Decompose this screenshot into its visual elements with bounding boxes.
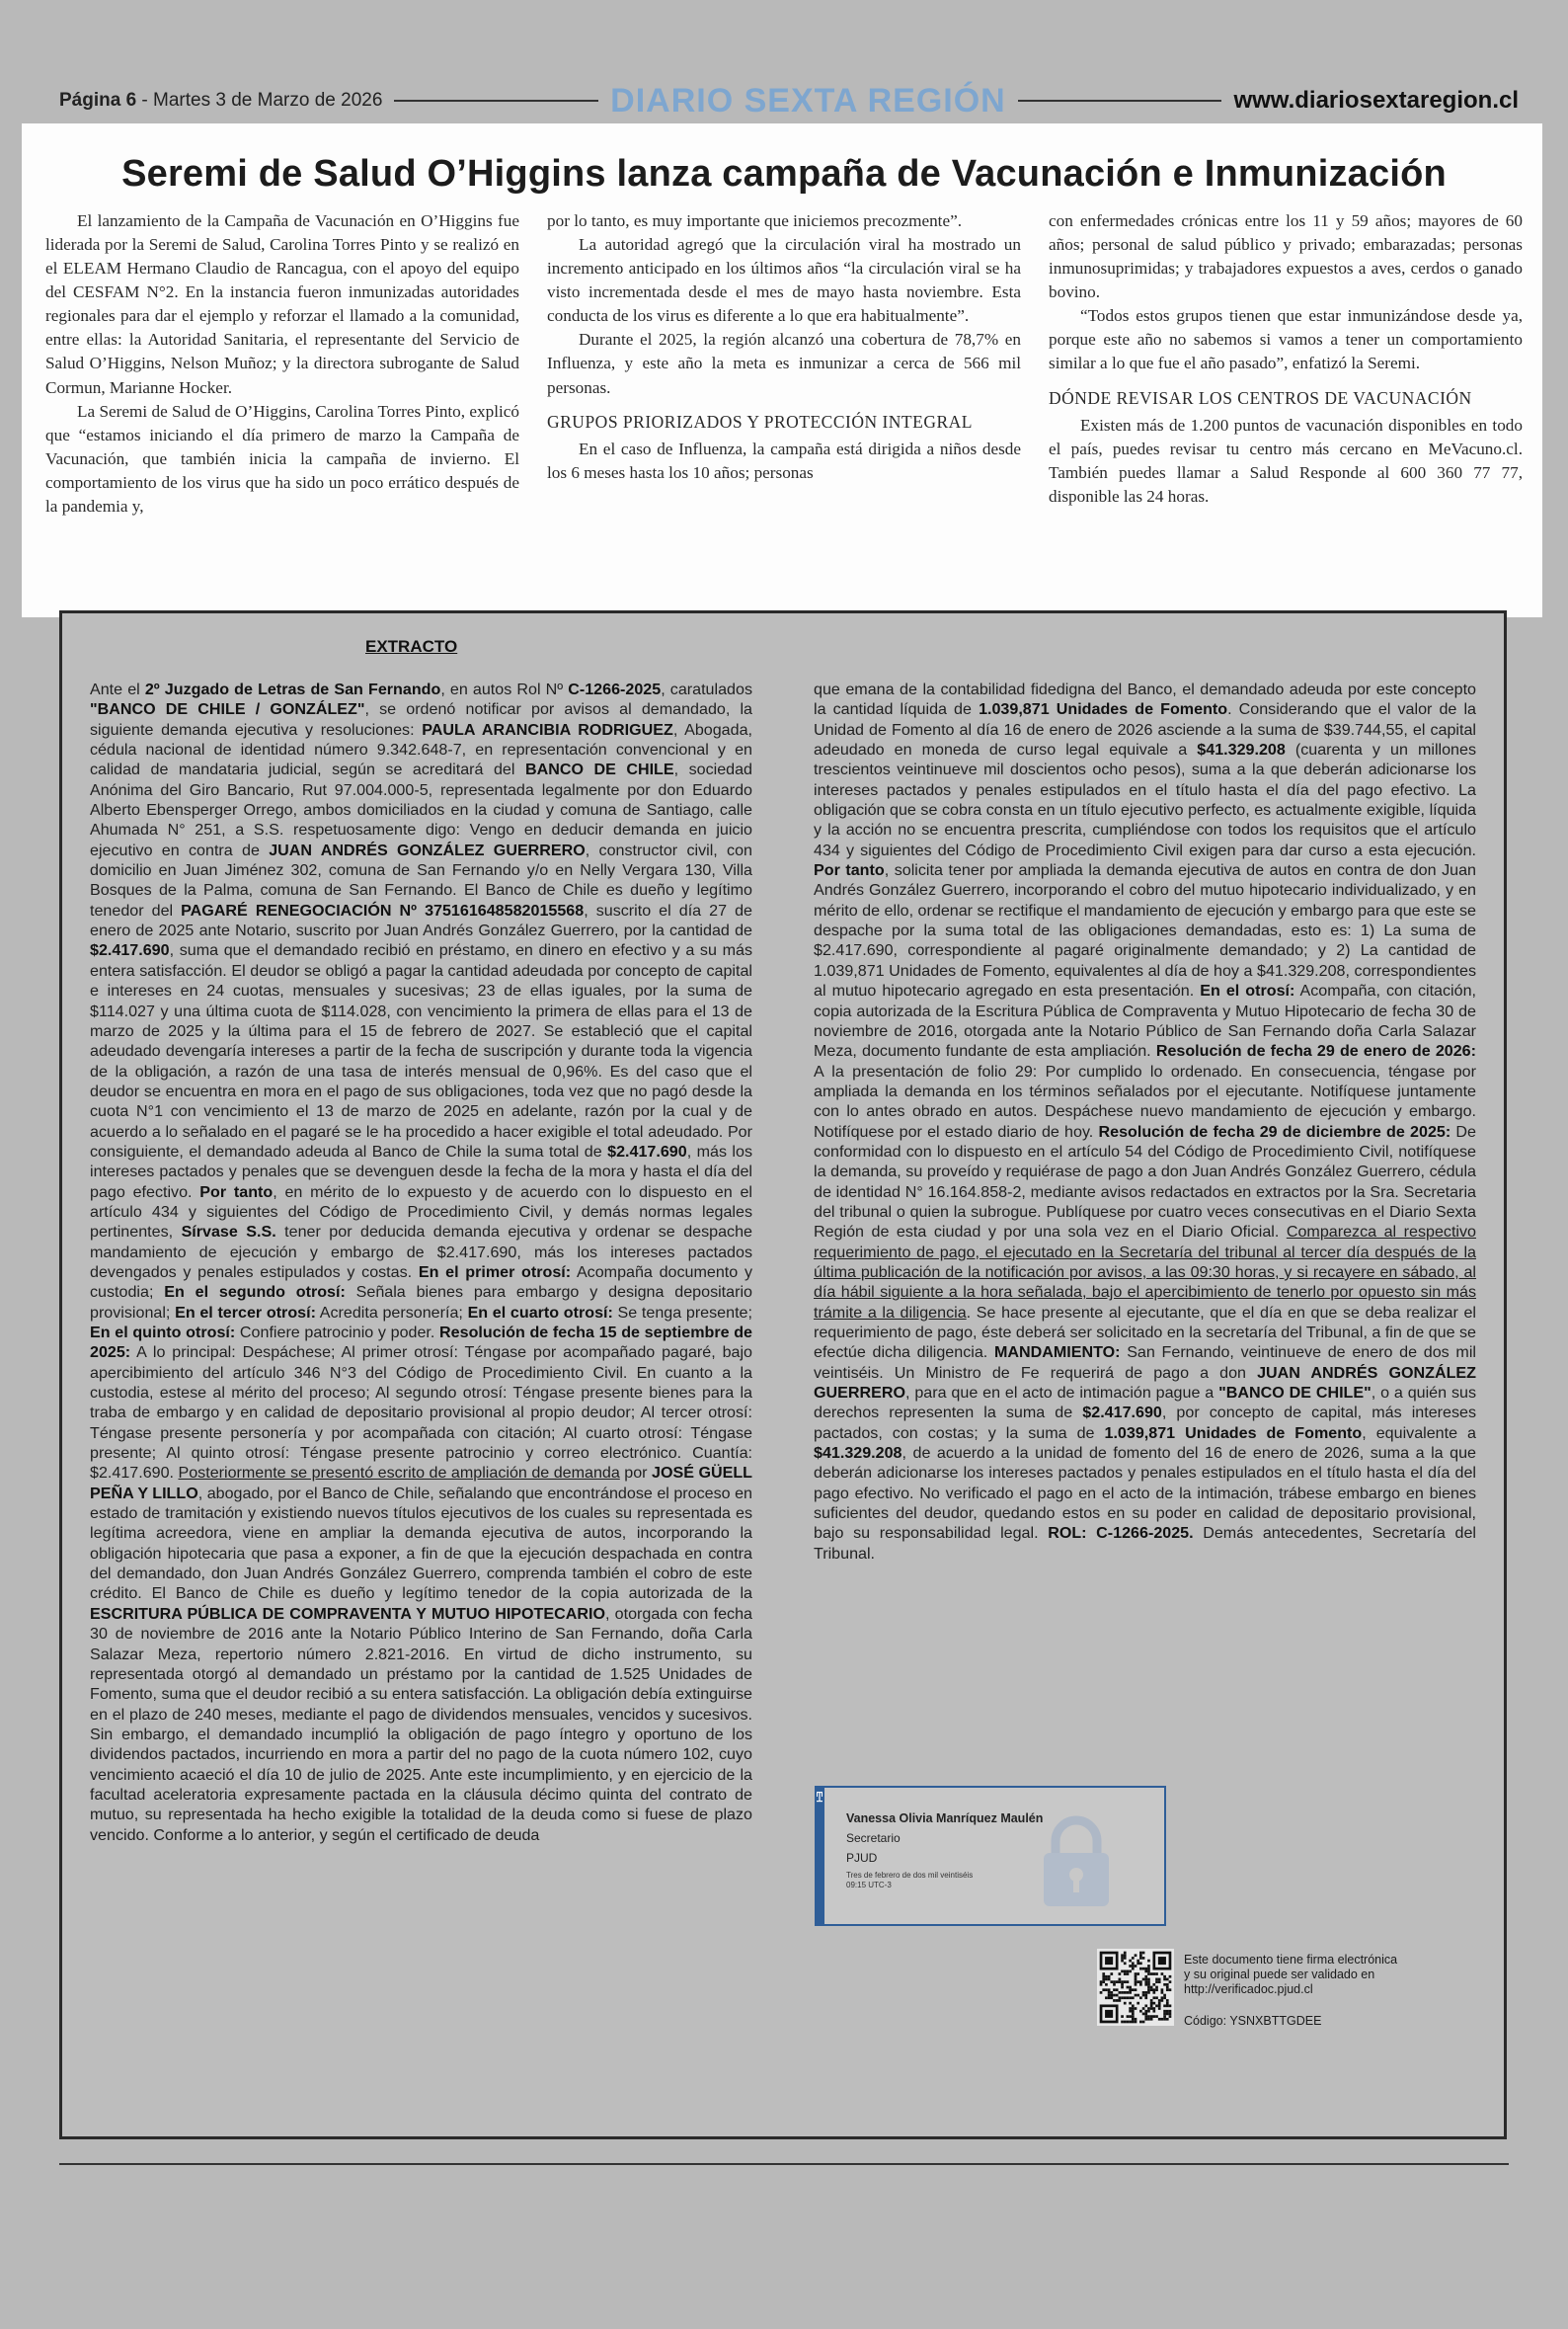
notice-text: C-1266-2025 (568, 681, 662, 698)
notice-text: En el primer otrosí: (418, 1262, 572, 1281)
notice-text: "BANCO DE CHILE" (1218, 1384, 1372, 1403)
notice-text: Ante el (90, 681, 145, 698)
notice-text: Sírvase S.S. (181, 1223, 276, 1242)
signer-organization: PJUD (846, 1851, 878, 1865)
header-rule-right (1018, 100, 1222, 102)
notice-text: por (619, 1464, 653, 1483)
notice-text: Confiere patrocinio y poder. (235, 1324, 440, 1341)
notice-text: , en mérito de lo expuesto y de acuerdo con lo dispuesto en el artículo 434 y siguientes del Código de Procedimiento Civil, y demás normas legales pertinentes, (90, 1182, 752, 1242)
notice-text: , por concepto de capital, más intereses pactados, con costas; y la suma de (814, 1404, 1476, 1442)
scales-of-justice-icon (815, 1788, 824, 1807)
notice-text: $2.417.690 (90, 941, 170, 960)
section-heading: DÓNDE REVISAR LOS CENTROS DE VACUNACIÓN (1049, 387, 1472, 408)
notice-text: ESCRITURA PÚBLICA DE COMPRAVENTA Y MUTUO HIPOTECARIO (90, 1604, 605, 1623)
legal-notice-title: EXTRACTO (365, 637, 458, 656)
signer-role: Secretario (846, 1831, 901, 1845)
verification-line: y su original puede ser validado en (1184, 1968, 1375, 1981)
article-title: Seremi de Salud O’Higgins lanza campaña de Vacunación e Inmunización (121, 153, 1447, 195)
masthead: DIARIO SEXTA REGIÓN (610, 81, 1006, 120)
notice-text: Señala bienes para embargo y designa depositario provisional; (90, 1283, 752, 1322)
verification-block (1097, 1949, 1472, 2038)
signature-date (846, 1871, 973, 1889)
verification-line: Este documento tiene firma electrónica (1184, 1953, 1398, 1967)
notice-text: , suscrito el día 27 de enero de 2025 ante Notario, suscrito por Juan Andrés González Guerrero, por la cantidad de (90, 901, 752, 940)
notice-text: , abogado, por el Banco de Chile, señalando que encontrándose el proceso en estado de tramitación y existiendo nuevos títulos ejecutivos de los cuales su representada es legítima acreedora, viene en ampliar la demanda ejecutiva de autos, incorporando la obligación hipotecaria que pasa a exponer, a fin de que la ejecución despachada en contra del demandado, don Juan Andrés González Guerrero, comprenda también el cobro de este crédito. El Banco de Chile es dueño y legítimo tenedor de la copia autorizada de la (90, 1484, 752, 1603)
notice-text: , suma que el demandado recibió en préstamo, en dinero en efectivo y a su más entera satisfacción. El deudor se obligó a pagar la cantidad adeudada por concepto de capital e intereses en 24 cuotas, mensuales y sucesivas; 23 de ellas iguales, por la suma de $114.027 y una última cuota de $114.028, con vencimiento la primera de ellas para el 13 de marzo de 2025 y la última para el 15 de febrero de 2027. Se estableció que el capital adeudado devengaría intereses a partir de la fecha de suscripción y durante toda la vigencia de la obligación, a razón de una tasa de interés mensual de 0,96%. Es del caso que el deudor se encuentra en mora en el pago de sus obligaciones, toda vez que no pagó desde la cuota N°1 con vencimiento el 13 de marzo de 2025 en adelante, razón por la cual y de acuerdo a lo señalado en el pagaré se le ha procedido a hacer exigible el total adeudado. Por consiguiente, el demandado adeuda al Banco de Chile la suma total de (90, 941, 752, 1161)
notice-text: , equivalente a (1362, 1423, 1476, 1442)
notice-text: , de acuerdo a la unidad de fomento del 16 de enero de 2026, suma a la que deberán adicionarse los intereses pactados y penales estipulados en el título hasta el día del pago efectivo. No verificado el pago en el acto de la intimación, trábese embargo en bienes suficientes del deudor, quedando estos en su poder en calidad de depositario provisional, bajo su responsabilidad legal. (814, 1444, 1476, 1543)
notice-text: En el segundo otrosí: (164, 1283, 346, 1302)
notice-text: ROL: C-1266-2025. (1048, 1524, 1194, 1543)
notice-text: Acredita personería; (315, 1303, 468, 1322)
qr-code-icon[interactable] (1097, 1949, 1174, 2026)
paragraph: La Seremi de Salud de O’Higgins, Carolina Torres Pinto, explicó que “estamos iniciando el día primero de marzo la Campaña de Vacunación, que también inicia la campaña de invierno. El comportamiento de los virus que ha sido un poco errático después de la pandemia y, (45, 401, 519, 516)
notice-text: A la presentación de folio 29: Por cumplido lo ordenado. En consecuencia, téngase por ampliada la demanda en los términos señalados por el ejecutante. Notifíquese juntamente con lo antes obrado en autos. Despáchese nuevo mandamiento de ejecución y embargo. Notifíquese por el estado diario de hoy. (814, 1062, 1476, 1141)
article-column-2 (547, 209, 1021, 519)
notice-text: , o a quién sus derechos representen la suma de (814, 1384, 1476, 1422)
notice-text: Acompaña documento y custodia; (90, 1262, 752, 1302)
verification-url[interactable]: http://verificadoc.pjud.cl (1184, 1982, 1313, 1996)
notice-text: , para que en el acto de intimación pague a (905, 1384, 1219, 1403)
signer-name: Vanessa Olivia Manríquez Maulén (846, 1811, 1044, 1825)
notice-text: $41.329.208 (814, 1444, 902, 1463)
verification-text (1184, 1953, 1397, 1997)
lock-icon (1032, 1811, 1121, 1910)
notice-text: PAULA ARANCIBIA RODRIGUEZ (422, 720, 673, 739)
notice-text: Resolución de fecha 29 de diciembre de 2025: (1098, 1122, 1451, 1141)
notice-text: Resolución de fecha 29 de enero de 2026: (1155, 1042, 1476, 1061)
notice-text: En el tercer otrosí: (175, 1303, 316, 1322)
electronic-signature (815, 1786, 1166, 1926)
notice-text: Se tenga presente; (612, 1303, 752, 1322)
legal-notice-column-right (814, 680, 1476, 1845)
page-info (59, 90, 382, 112)
article-columns (45, 209, 1523, 519)
notice-text: , más los intereses pactados y penales que se devenguen desde la fecha de la mora y hasta el día del pago efectivo. (90, 1142, 752, 1201)
paragraph: La autoridad agregó que la circulación viral ha mostrado un incremento anticipado en los últimos años “la circulación viral se ha visto incrementada desde el mes de mayo hasta noviembre. Esta conducta de los virus es diferente a lo que era habitualmente”. (547, 235, 1021, 326)
paragraph: En el caso de Influenza, la campaña está dirigida a niños desde los 6 meses hasta los 10 años; personas (547, 440, 1021, 483)
notice-text: En el quinto otrosí: (90, 1324, 236, 1341)
notice-text: Por tanto (199, 1182, 274, 1201)
paragraph: Existen más de 1.200 puntos de vacunación disponibles en todo el país, puedes revisar tu centro más cercano en MeVacuno.cl. También puedes llamar a Salud Responde al 600 360 77 77, disponible las 24 horas. (1049, 416, 1523, 507)
legal-notice-columns (90, 680, 1476, 1845)
notice-text: (cuarenta y un millones trescientos veintinueve mil doscientos ocho pesos), suma a la que deberán adicionarse los intereses pactados y penales estipulados en el título hasta el día del pago efectivo. La obligación que se cobra consta en un título ejecutivo perfecto, es actualmente exigible, líquida y la acción no se encuentra prescrita, cumpliéndose con todos los requisitos que el artículo 434 y siguientes del Código de Procedimiento Civil exigen para dar curso a esta ejecución. (814, 741, 1476, 859)
page-number: Página 6 (59, 90, 137, 111)
notice-text: Comparezca al respectivo requerimiento de pago, el ejecutado en la Secretaría del tribunal al tercer día después de la última publicación de la notificación por avisos, a las 09:30 horas, y si recayere en sábado, al día hábil siguiente a la hora señalada, bajo el apercibimiento de tenerlo por opuesto sin más trámite a la diligencia (814, 1223, 1476, 1322)
notice-text: 1.039,871 Unidades de Fomento (979, 700, 1228, 719)
notice-text: , se ordenó notificar por avisos al demandado, la siguiente demanda ejecutiva y resoluciones: (90, 700, 752, 739)
signature-date-text: Tres de febrero de dos mil veintiséis (846, 1871, 974, 1880)
paragraph: “Todos estos grupos tienen que estar inmunizándose desde ya, porque este año no sabemos si vamos a tener un comportamiento similar a lo que fue el año pasado”, enfatizó la Seremi. (1049, 306, 1523, 373)
notice-text: Demás antecedentes, Secretaría del Tribunal. (814, 1524, 1476, 1563)
legal-notice (59, 610, 1507, 2139)
notice-text: De conformidad con lo dispuesto en el artículo 54 del Código de Procedimiento Civil, notifíquese la demanda, su proveído y requiérase de pago a don Juan Andrés González Guerrero, cédula de identidad N° 16.164.858-2, mediante avisos redactados en extractos por la Sra. Secretaria del tribunal o quien la subrogue. Publíquese por cuatro veces consecutivas en el Diario Sexta Región de esta ciudad y por una sola vez en el Diario Oficial. (814, 1122, 1476, 1242)
website-link[interactable]: www.diariosextaregion.cl (1233, 87, 1519, 114)
notice-text: Posteriormente se presentó escrito de ampliación de demanda (178, 1464, 620, 1483)
verification-code: Código: YSNXBTTGDEE (1184, 2014, 1322, 2028)
notice-text: . Considerando que el valor de la Unidad de Fomento al día 16 de enero de 2026 asciende a la suma de $39.744,55, el capital adeudado en moneda de curso legal equivale a (814, 700, 1476, 760)
article-column-3 (1049, 209, 1523, 519)
notice-text: En el otrosí: (1200, 982, 1295, 1001)
notice-text: , otorgada con fecha 30 de noviembre de 2016 ante la Notario Público Interino de San Fernando, doña Carla Salazar Meza, repertorio número 2.821-2016. En virtud de dicho instrumento, su representada otorgó al demandado un préstamo por la cantidad de 1.525 Unidades de Fomento, suma que el deudor recibió a su entera satisfacción. La obligación debía extinguirse en el plazo de 240 meses, mediante el pago de dividendos mensuales, vencidos y sucesivos. Sin embargo, el demandado incumplió la obligación de pago íntegro y oportuno de los dividendos pactados, incurriendo en mora a partir del no pago de la cuota número 102, cuyo vencimiento acaeció el día 10 de julio de 2025. Ante este incumplimiento, y en ejercicio de la facultad aceleratoria expresamente pactada en la cláusula décimo quinta del contrato de mutuo, su representada ha hecho exigible la totalidad de la deuda como si fuese de plazo vencido. Conforme a lo anterior, y según el certificado de deuda (90, 1604, 752, 1844)
paragraph: por lo tanto, es muy importante que iniciemos precozmente”. (547, 211, 963, 230)
notice-text: Resolución de fecha 15 de septiembre de 2025: (90, 1324, 753, 1362)
notice-text: que emana de la contabilidad fidedigna del Banco, el demandado adeuda por este concepto la cantidad líquida de (814, 681, 1476, 719)
notice-text: $2.417.690 (1082, 1404, 1162, 1422)
section-heading: GRUPOS PRIORIZADOS Y PROTECCIÓN INTEGRAL (547, 411, 973, 432)
notice-text: PAGARÉ RENEGOCIACIÓN Nº 375161648582015568 (181, 901, 585, 920)
notice-text: 1.039,871 Unidades de Fomento (1104, 1423, 1363, 1442)
issue-date: - Martes 3 de Marzo de 2026 (136, 90, 383, 111)
notice-text: , caratulados (661, 681, 752, 698)
header-rule-left (394, 100, 598, 102)
notice-text: $41.329.208 (1197, 741, 1286, 760)
notice-text: 2º Juzgado de Letras de San Fernando (144, 681, 441, 698)
notice-text: , en autos Rol Nº (440, 681, 569, 698)
legal-notice-column-left (90, 680, 752, 1845)
paragraph: con enfermedades crónicas entre los 11 y 59 años; mayores de 60 años; personal de salud público y privado; embarazadas; personas inmunosuprimidas; y trabajadores expuestos a aves, cerdos o ganado bovino. (1049, 211, 1523, 302)
paragraph: El lanzamiento de la Campaña de Vacunación en O’Higgins fue liderada por la Seremi de Salud, Carolina Torres Pinto y se realizó en el ELEAM Hermano Claudio de Rancagua, con el apoyo del equipo del CESFAM N°2. En la instancia fueron inmunizadas autoridades regionales para dar el ejemplo y reforzar el llamado a la comunidad, entre ellas: la Autoridad Sanitaria, el representante del Servicio de Salud O’Higgins, Nelson Muñoz; y la directora subrogante de Salud Cormun, Marianne Hocker. (45, 211, 519, 397)
signature-time-text: 09:15 UTC-3 (846, 1880, 892, 1889)
notice-text: "BANCO DE CHILE / GONZÁLEZ" (90, 700, 365, 719)
notice-text: . Se hace presente al ejecutante, que el día en que se deba realizar el requerimiento de pago, éste deberá ser solicitado en la secretaría del Tribunal, a fin de que se efectúe dicha diligencia. (814, 1303, 1476, 1362)
footer-rule (59, 2163, 1509, 2165)
notice-text: San Fernando, veintinueve de enero de dos mil veintiséis. Un Ministro de Fe requerirá de pago a don (814, 1343, 1476, 1382)
notice-text: Por tanto (814, 861, 885, 880)
notice-text: , constructor civil, con domicilio en Juan Jiménez 302, comuna de San Fernando y/o en Nelly Vergara 130, Villa Bosques de la Palma, comuna de San Fernando. El Banco de Chile es dueño y legítimo tenedor del (90, 841, 752, 920)
notice-text: En el cuarto otrosí: (467, 1303, 613, 1322)
news-article (22, 123, 1542, 617)
notice-text: JOSÉ GÜELL PEÑA Y LILLO (90, 1464, 752, 1502)
article-column-1 (45, 209, 519, 519)
paragraph: Durante el 2025, la región alcanzó una cobertura de 78,7% en Influenza, y este año la meta es inmunizar a cerca de 566 mil personas. (547, 330, 1021, 397)
notice-text: JUAN ANDRÉS GONZÁLEZ GUERRERO (814, 1363, 1476, 1403)
notice-text: Acompaña, con citación, copia autorizada de la Escritura Pública de Compraventa y Mutuo Hipotecario de fecha 30 de noviembre de 2016, otorgada ante la Notario Público de San Fernando doña Carla Salazar Meza, documento fundante de esta ampliación. (814, 982, 1477, 1061)
page-header (59, 83, 1519, 119)
notice-text: BANCO DE CHILE (524, 761, 674, 779)
notice-text: A lo principal: Despáchese; Al primer otrosí: Téngase por acompañado pagaré, bajo apercibimiento del artículo 346 N°3 del Código de Procedimiento Civil. En cuanto a la custodia, estese al mérito del proceso; Al segundo otrosí: Téngase presente bienes para la traba de embargo y en calidad de depositario provisional al propio deudor; Al tercer otrosí: Téngase presente personería y por acompañada con citación; Al cuarto otrosí: Téngase presente; Al quinto otrosí: Téngase presente patrocinio y correo electrónico. Cuantía: $2.417.690. (90, 1343, 752, 1483)
notice-text: , Abogada, cédula nacional de identidad número 9.342.648-7, en representación convencional y en calidad de mandataria judicial, según se acreditará del (90, 720, 752, 779)
notice-text: , solicita tener por ampliada la demanda ejecutiva de autos en contra de don Juan Andrés González Guerrero, incorporando el cobro del mutuo hipotecario individualizado, y en mérito de ello, ordenar se rectifique el mandamiento de ejecución y embargo para que este se despache por la suma total de las obligaciones demandadas, esto es: 1) La suma de $2.417.690, correspondiente al pagaré originalmente demandado; y 2) La cantidad de 1.039,871 Unidades de Fomento, equivalentes al día de hoy a $41.329.208, correspondientes al mutuo hipotecario agregado en esta presentación. (814, 861, 1476, 1001)
notice-text: , sociedad Anónima del Giro Bancario, Rut 97.004.000-5, representada legalmente por don Eduardo Alberto Ebensperger Orrego, ambos domiciliados en la ciudad y comuna de Santiago, calle Ahumada N° 251, a S.S. respetuosamente digo: Vengo en deducir demanda en juicio ejecutivo en contra de (90, 761, 752, 859)
notice-text: MANDAMIENTO: (993, 1343, 1121, 1362)
notice-text: $2.417.690 (607, 1142, 687, 1161)
notice-text: JUAN ANDRÉS GONZÁLEZ GUERRERO (269, 841, 586, 859)
notice-text: tener por deducida demanda ejecutiva y ordenar se despache mandamiento de ejecución y embargo de $2.417.690, más los intereses pactados devengados y penales estipulados y costas. (90, 1223, 753, 1281)
